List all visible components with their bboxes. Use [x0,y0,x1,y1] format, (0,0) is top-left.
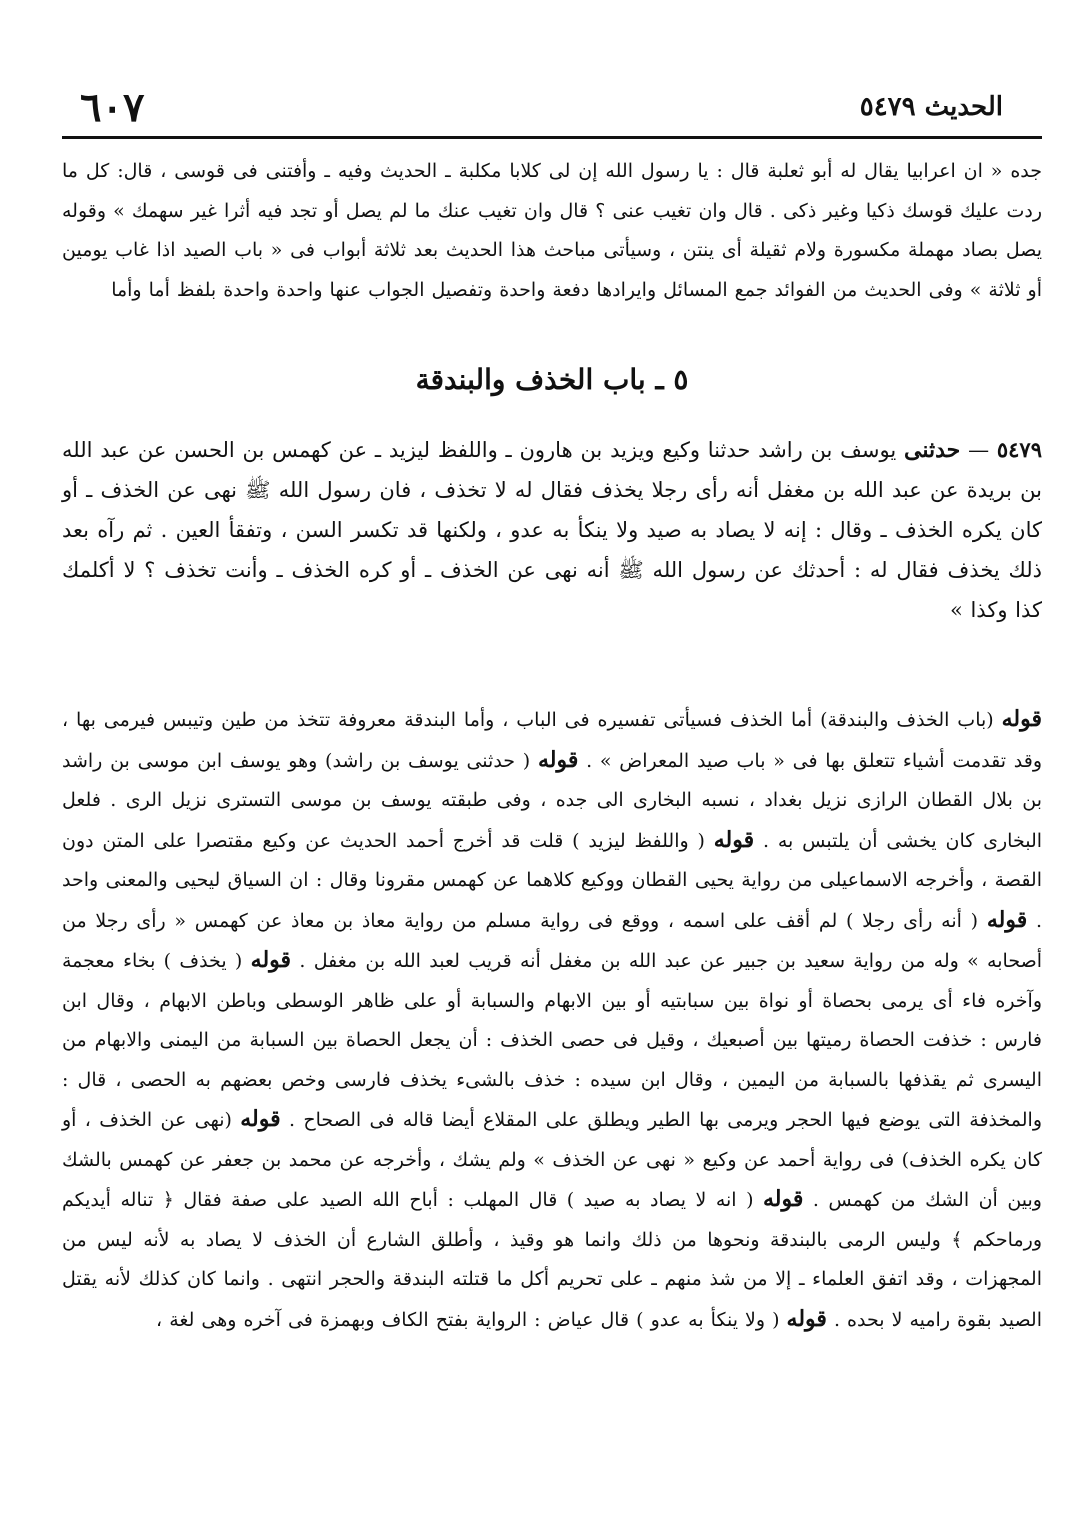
commentary-part-8: ( ولا ينكأ به عدو ) قال عياض : الرواية بفتح الكاف وبهمزة فى آخره وهى لغة ، [156,1308,780,1331]
header-rule [62,136,1042,139]
intro-paragraph: جده « ان اعرابيا يقال له أبو ثعلبة قال : يا رسول الله إن لى كلابا مكلبة ـ الحديث وفيه ـ وأفتنى فى قوسى ، قال: كل ما ردت عليك قوسك ذكيا وغير ذكى . قال وان تغيب عنى ؟ قال وان تغيب عنك ما لم يصل أو تجد فيه أثرا غير سهمك » وقوله يصل بصاد مهملة مكسورة ولام ثقيلة أى ينتن ، وسيأتى مباحث هذا الحديث بعد ثلاثة أبواب فى « باب الصيد اذا غاب يومين أو ثلاثة » وفى الحديث من الفوائد جمع المسائل وايرادها دفعة واحدة وتفصيل الجواب عنها واحدة واحدة بلفظ أما وأما [62,160,1042,301]
commentary-part-1: (باب الخذف والبندقة) أما الخذف فسيأتى تفسيره فى الباب ، وأما البندقة معروفة تتخذ من طين وتيبس فيرمى بها ، وقد تقدمت أشياء تتعلق بها فى « باب صيد المعراض » . [62,709,1042,772]
commentary-keyword: قوله [250,947,292,973]
page-header [62,84,1003,131]
chapter-number: ٥ [673,363,689,396]
page-number: ٦٠٧ [80,84,145,131]
chapter-dash: ـ [655,363,664,396]
commentary-keyword: قوله [1001,706,1042,732]
commentary-keyword: قوله [763,1186,804,1212]
running-title: الحديث ٥٤٧٩ [859,92,1003,122]
chapter-title: الخذف والبندقة [415,363,594,396]
hadith-text: يوسف بن راشد حدثنا وكيع ويزيد بن هارون ـ واللفظ ليزيد ـ عن كهمس بن الحسن عن عبد الله بن بريدة عن عبد الله بن مغفل أنه رأى رجلا يخذف فقال له لا تخذف ، فان رسول الله ﷺ نهى عن الخذف ـ أو كان يكره الخذف ـ وقال : إنه لا يصاد به صيد ولا ينكأ به عدو ، ولكنها قد تكسر السن ، وتفقأ العين . ثم رآه بعد ذلك يخذف فقال له : أحدثك عن رسول الله ﷺ أنه نهى عن الخذف ـ أو كره الخذف ـ وأنت تخذف ؟ لا أكلمك كذا وكذا » [62,438,1042,622]
commentary-part-4: ( أنه رأى رجلا ) لم أقف على اسمه ، ووقع فى رواية مسلم من رواية معاذ بن معاذ عن كهمس « رأى رجلا من أصحابه » وله من رواية سعيد بن جبير عن عبد الله بن مغفل أنه قريب لعبد الله بن مغفل . [62,909,1042,972]
commentary-part-5: ( يخذف ) بخاء معجمة وآخره فاء أى يرمى بحصاة أو نواة بين سبابتيه أو بين الابهام والسبابة أو على ظاهر الوسطى وباطن الابهام ، وقال ابن فارس : خذفت الحصاة رميتها بين أصبعيك ، وقيل فى حصى الخذف : أن يجعل الحصاة بين السبابة من اليمنى والابهام من اليسرى ثم يقذفها بالسبابة من اليمين ، وقال ابن سيده : خذف بالشىء يخذف فارسى وخص بعضهم به الحصى ، قال : والمخذفة التى يوضع فيها الحجر ويرمى بها الطير ويطلق على المقلاع أيضا قاله فى الصحاح . [62,950,1043,1131]
chapter-heading [62,360,1042,400]
hadith-block: ٥٤٧٩ — حدثنى يوسف بن راشد حدثنا وكيع ويزيد بن هارون ـ واللفظ ليزيد ـ عن كهمس بن الحسن عن عبد الله بن بريدة عن عبد الله بن مغفل أنه رأى رجلا يخذف فقال له لا تخذف ، فان رسول الله ﷺ نهى عن الخذف ـ أو كان يكره الخذف ـ وقال : إنه لا يصاد به صيد ولا ينكأ به عدو ، ولكنها قد تكسر السن ، وتفقأ العين . ثم رآه بعد ذلك يخذف فقال له : أحدثك عن رسول الله ﷺ أنه نهى عن الخذف ـ أو كره الخذف ـ وأنت تخذف ؟ لا أكلمك كذا وكذا » [62,437,1042,622]
hadith-opening: حدثنى [904,437,961,463]
commentary-keyword: قوله [240,1106,281,1132]
commentary-keyword: قوله [537,746,579,773]
commentary-part-3: ( واللفظ ليزيد ) قلت قد أخرج أحمد الحديث عن وكيع مقتصرا على المتن دون القصة ، وأخرجه الاسماعيلى من رواية يحيى القطان ووكيع كلاهما عن كهمس مقرونا وقال : ان السياق ليحيى والمعنى واحد . [62,829,1042,932]
commentary-part-2: ( حدثنى يوسف بن راشد) وهو يوسف ابن موسى بن راشد بن بلال القطان الرازى نزيل بغداد ، نسبه البخارى الى جده ، وفى طبقته يوسف بن موسى التسترى نزيل الرى . فلعل البخارى كان يخشى أن يلتبس به . [62,749,1043,852]
chapter-word: باب [603,363,646,396]
commentary-part-6: (نهى عن الخذف ، أو كان يكره الخذف) فى رواية أحمد عن وكيع « نهى عن الخذف » ولم يشك ، وأخرجه عن محمد بن جعفر عن كهمس بالشك وبين أن الشك من كهمس . [62,1109,1042,1211]
commentary-part-7: ( انه لا يصاد به صيد ) قال المهلب : أباح الله الصيد على صفة فقال ﴿ تناله أيديكم ورماحكم ﴾ وليس الرمى بالبندقة ونحوها من ذلك وانما هو وقيذ ، وأطلق الشارع أن الخذف لا يصاد به لأنه ليس من المجهزات ، وقد اتفق العلماء ـ إلا من شذ منهم ـ على تحريم أكل ما قتلته البندقة والحجر انتهى . وانما كان كذلك لأنه يقتل الصيد بقوة راميه لا بحده . [62,1189,1042,1331]
commentary-keyword: قوله [986,906,1028,933]
commentary-block [62,700,1042,1340]
commentary-keyword: قوله [713,826,755,853]
commentary-keyword: قوله [786,1305,827,1332]
hadith-number: ٥٤٧٩ [996,437,1042,462]
